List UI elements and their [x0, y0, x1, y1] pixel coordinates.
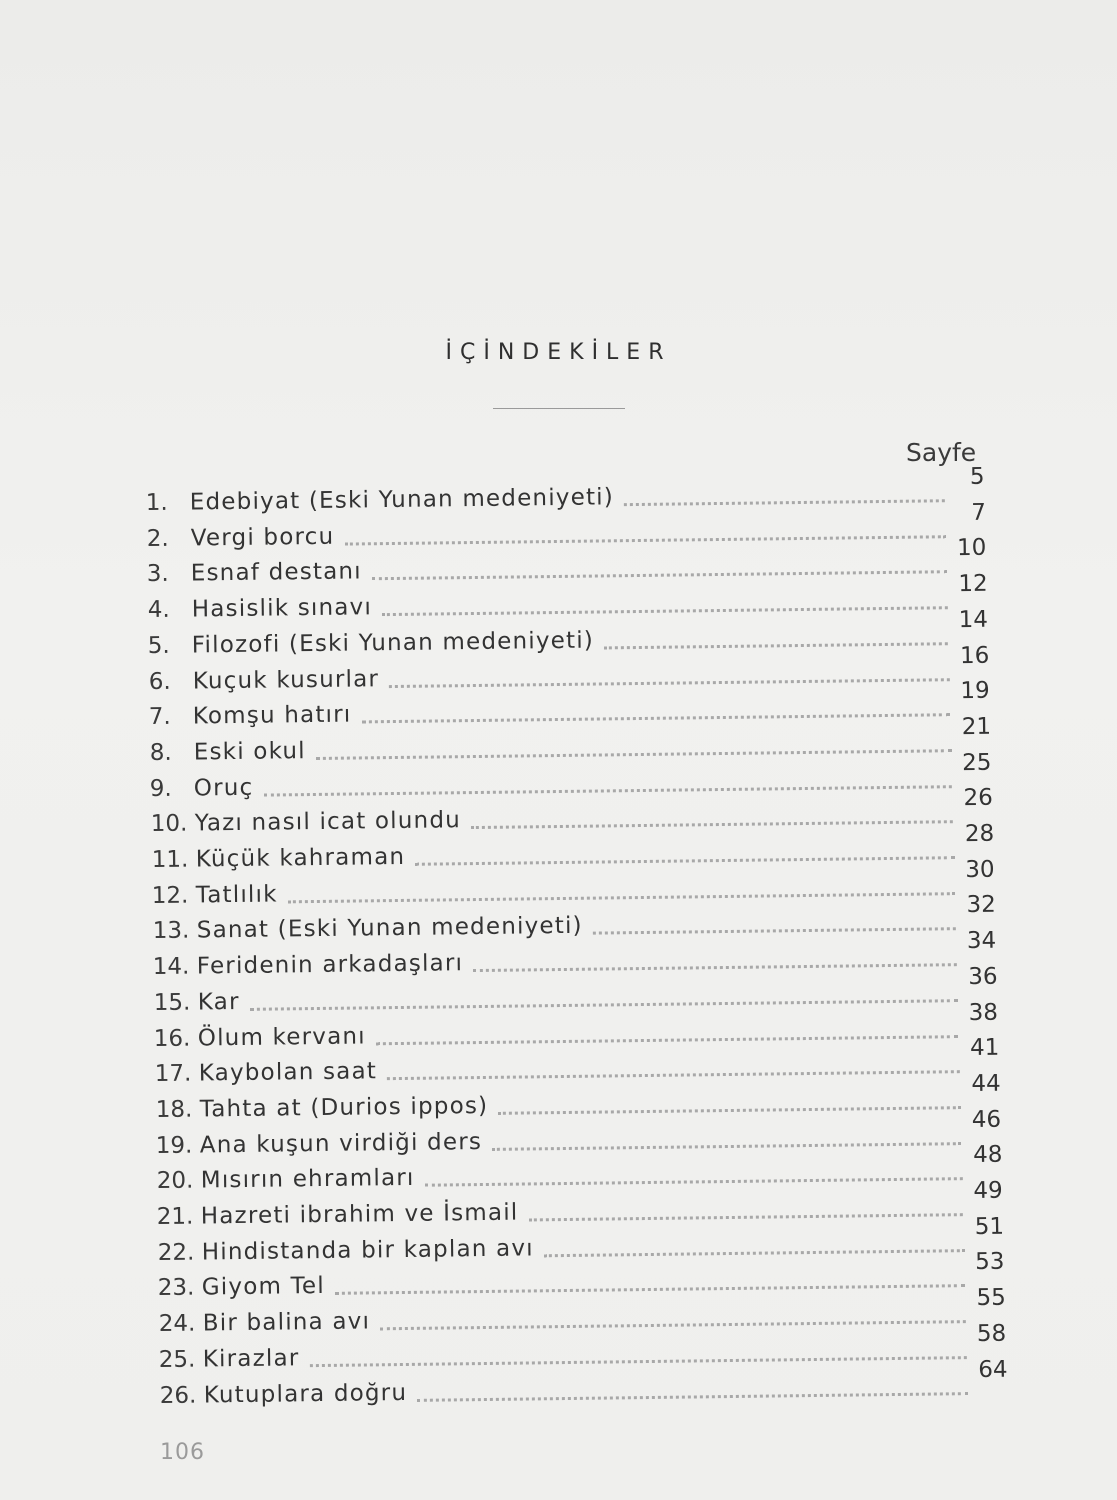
toc-entry-number: 21.	[156, 1203, 194, 1231]
toc-entry-page: 26	[963, 785, 993, 812]
page-number: 106	[160, 1440, 205, 1465]
dot-leader	[387, 1070, 960, 1080]
toc-entry-page: 14	[958, 606, 989, 633]
toc-entry-page: 36	[967, 963, 998, 990]
dot-leader	[604, 642, 948, 649]
toc-entry-title: Ölum kervanı	[198, 1022, 367, 1051]
toc-entry-number: 2.	[146, 525, 169, 552]
toc-entry-number: 20.	[156, 1167, 194, 1195]
toc-entry-number: 14.	[152, 953, 190, 981]
toc-entry-page: 12	[957, 570, 988, 598]
dot-leader	[492, 1142, 961, 1151]
toc-entry-title: Esnaf destanı	[190, 558, 363, 587]
toc-entry-number: 10.	[150, 810, 188, 838]
toc-entry-number: 9.	[150, 775, 173, 802]
toc-entry-number: 23.	[157, 1274, 195, 1302]
page-title: İÇİNDEKİLER	[445, 340, 672, 365]
toc-entry-page: 5	[969, 463, 985, 490]
toc-entry-title: Mısırın ehramları	[200, 1165, 415, 1194]
toc-entry-page: 64	[978, 1356, 1008, 1383]
toc-entry-number: 8.	[149, 739, 172, 766]
toc-entry-page: 53	[975, 1249, 1005, 1276]
toc-entry-number: 1.	[145, 489, 168, 517]
toc-entry-page: 34	[967, 927, 997, 955]
dot-leader	[376, 1035, 958, 1045]
toc-entry-title: Vergi borcu	[190, 523, 335, 552]
toc-entry-title: Ana kuşun virdiği ders	[199, 1128, 483, 1159]
toc-entry-title: Feridenin arkadaşları	[196, 950, 464, 980]
dot-leader	[593, 928, 956, 935]
dot-leader	[250, 999, 958, 1011]
toc-entry-number: 15.	[153, 989, 191, 1016]
toc-entry-number: 18.	[155, 1096, 193, 1123]
toc-entry-number: 17.	[154, 1060, 192, 1088]
toc-entry-page: 49	[973, 1177, 1004, 1205]
toc-entry-number: 6.	[148, 668, 171, 695]
toc-entry-title: Kaybolan saat	[198, 1058, 378, 1087]
toc-entry-title: Bir balina avı	[202, 1308, 371, 1337]
toc-entry-title: Eski okul	[193, 737, 306, 766]
toc-entry-page: 32	[966, 892, 996, 919]
dot-leader	[372, 571, 947, 581]
dot-leader	[344, 535, 946, 545]
toc-entry-title: Tatlılık	[195, 881, 278, 909]
toc-entry-page: 7	[970, 499, 986, 526]
dot-leader	[288, 892, 955, 903]
toc-entry-number: 3.	[146, 561, 170, 588]
dot-leader	[529, 1213, 964, 1221]
toc-entry-page: 41	[969, 1034, 1000, 1062]
toc-entry-number: 25.	[159, 1346, 196, 1373]
toc-entry-number: 26.	[159, 1382, 197, 1409]
toc-entry-number: 13.	[152, 917, 190, 945]
toc-entry-title: Sanat (Eski Yunan medeniyeti)	[196, 913, 583, 944]
toc-entry-title: Hazreti ibrahim ve İsmail	[200, 1199, 519, 1230]
toc-entry-number: 16.	[154, 1025, 191, 1052]
toc-entry-title: Tahta at (Durios ippos)	[199, 1092, 488, 1123]
toc-entry-number: 19.	[155, 1132, 193, 1159]
dot-leader	[380, 1320, 966, 1330]
toc-entry-number: 11.	[151, 846, 189, 874]
toc-entry-page: 48	[972, 1141, 1003, 1169]
toc-entry-page: 16	[959, 642, 990, 669]
toc-entry-title: Edebiyat (Eski Yunan medeniyeti)	[189, 484, 615, 516]
toc-entry-number: 7.	[149, 703, 172, 731]
dot-leader	[415, 856, 954, 866]
toc-entry-title: Oruç	[194, 774, 255, 802]
toc-entry-title: Filozofi (Eski Yunan medeniyeti)	[191, 627, 595, 659]
dot-leader	[473, 963, 956, 972]
toc-entry-title: Kuçuk kusurlar	[192, 665, 380, 694]
toc-entry-page: 10	[956, 535, 987, 562]
dot-leader	[498, 1106, 961, 1115]
dot-leader	[310, 1356, 967, 1367]
toc-entry-number: 12.	[151, 882, 189, 909]
toc-entry-title: Kirazlar	[203, 1345, 301, 1373]
toc-entry-page: 38	[968, 999, 999, 1026]
dot-leader	[544, 1249, 965, 1257]
dot-leader	[264, 785, 952, 796]
toc-entry-number: 22.	[157, 1239, 195, 1266]
dot-leader	[335, 1285, 965, 1296]
page-column-label: Sayfe	[906, 438, 977, 467]
toc-entry-page: 21	[961, 713, 992, 740]
toc-entry-page: 19	[960, 677, 991, 705]
dot-leader	[424, 1177, 962, 1187]
toc-entry-title: Hindistanda bir kaplan avı	[201, 1235, 534, 1266]
toc-entry-page: 28	[964, 820, 994, 848]
toc-entry-page: 30	[965, 856, 995, 883]
dot-leader	[316, 749, 952, 760]
toc-entry-title: Yazı nasıl icat olundu	[194, 807, 462, 837]
toc-entry-title: Giyom Tel	[201, 1273, 326, 1301]
toc-entry-number: 4.	[147, 596, 170, 624]
toc-entry-page: 25	[962, 749, 993, 776]
toc-entry-title: Hasislik sınavı	[191, 594, 372, 623]
toc-entry-number: 5.	[147, 632, 171, 659]
toc-entry-page: 51	[974, 1213, 1005, 1240]
toc-entry-title: Kutuplara doğru	[203, 1379, 408, 1408]
toc-entry-page: 58	[977, 1320, 1007, 1347]
dot-leader	[417, 1392, 968, 1402]
dot-leader	[471, 820, 953, 829]
dot-leader	[362, 713, 951, 723]
dot-leader	[389, 678, 949, 688]
dot-leader	[624, 499, 945, 506]
toc-entry-title: Küçük kahraman	[195, 843, 405, 873]
dot-leader	[382, 606, 948, 616]
toc-entry-page: 55	[976, 1284, 1006, 1312]
toc-entry-page: 44	[970, 1070, 1001, 1097]
toc-entry-title: Kar	[197, 988, 240, 1016]
toc-entry-number: 24.	[158, 1310, 196, 1338]
toc-entry-title: Komşu hatırı	[193, 701, 352, 730]
toc-entry-page: 46	[971, 1106, 1002, 1133]
